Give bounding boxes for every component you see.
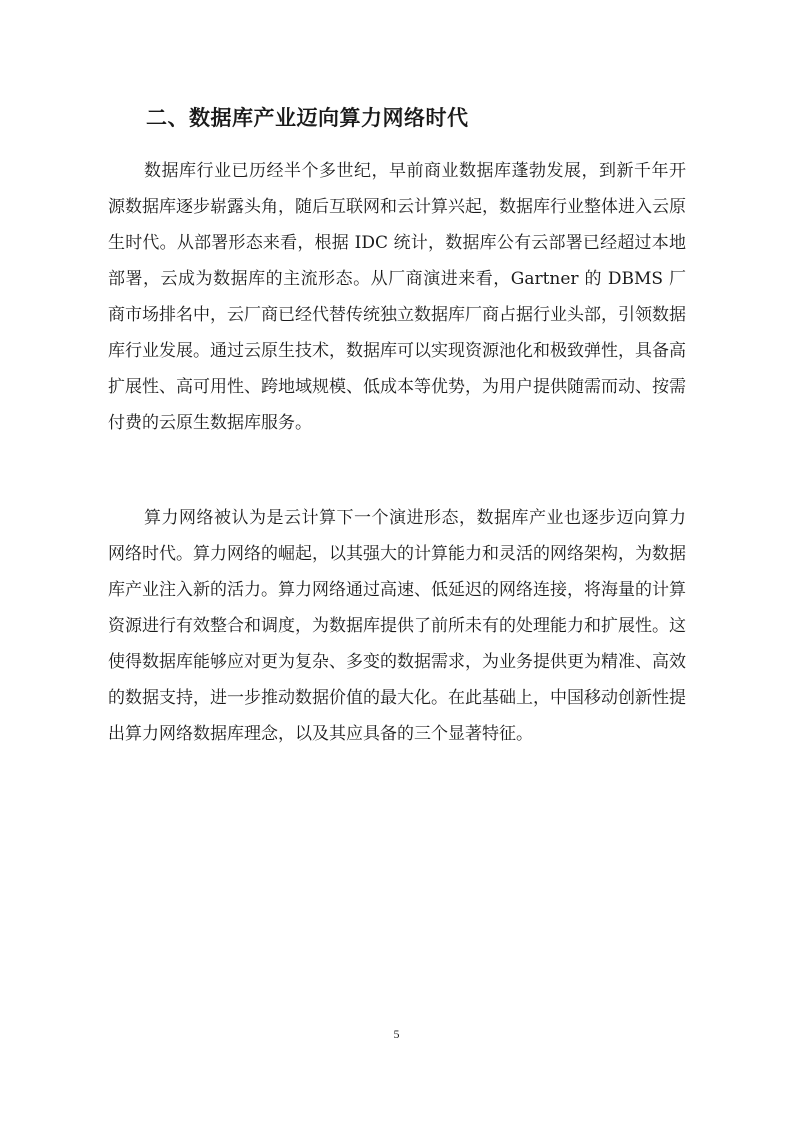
section-heading: 二、数据库产业迈向算力网络时代 — [146, 106, 469, 130]
paragraph-cloud-native: 数据库行业已历经半个多世纪，早前商业数据库蓬勃发展，到新千年开源数据库逐步崭露头角，随后互联网和云计算兴起，数据库行业整体进入云原生时代。从部署形态来看，根据 IDC 统计，数据库公有云部署已经超过本地部署，云成为数据库的主流形态。从厂商演进来看，Gartner 的 DBMS 厂商市场排名中，云厂商已经代替传统独立数据库厂商占据行业头部，引领数据库行业发展。通过云原生技术，数据库可以实现资源池化和极致弹性，具备高扩展性、高可用性、跨地域规模、低成本等优势，为用户提供随需而动、按需付费的云原生数据库服务。 — [108, 161, 686, 433]
paragraph-computing-network: 算力网络被认为是云计算下一个演进形态，数据库产业也逐步迈向算力网络时代。算力网络的崛起，以其强大的计算能力和灵活的网络架构，为数据库产业注入新的活力。算力网络通过高速、低延迟的网络连接，将海量的计算资源进行有效整合和调度，为数据库提供了前所未有的处理能力和扩展性。这使得数据库能够应对更为复杂、多变的数据需求，为业务提供更为精准、高效的数据支持，进一步推动数据价值的最大化。在此基础上，中国移动创新性提出算力网络数据库理念，以及其应具备的三个显著特征。 — [108, 508, 686, 744]
page-number: 5 — [393, 1027, 400, 1041]
